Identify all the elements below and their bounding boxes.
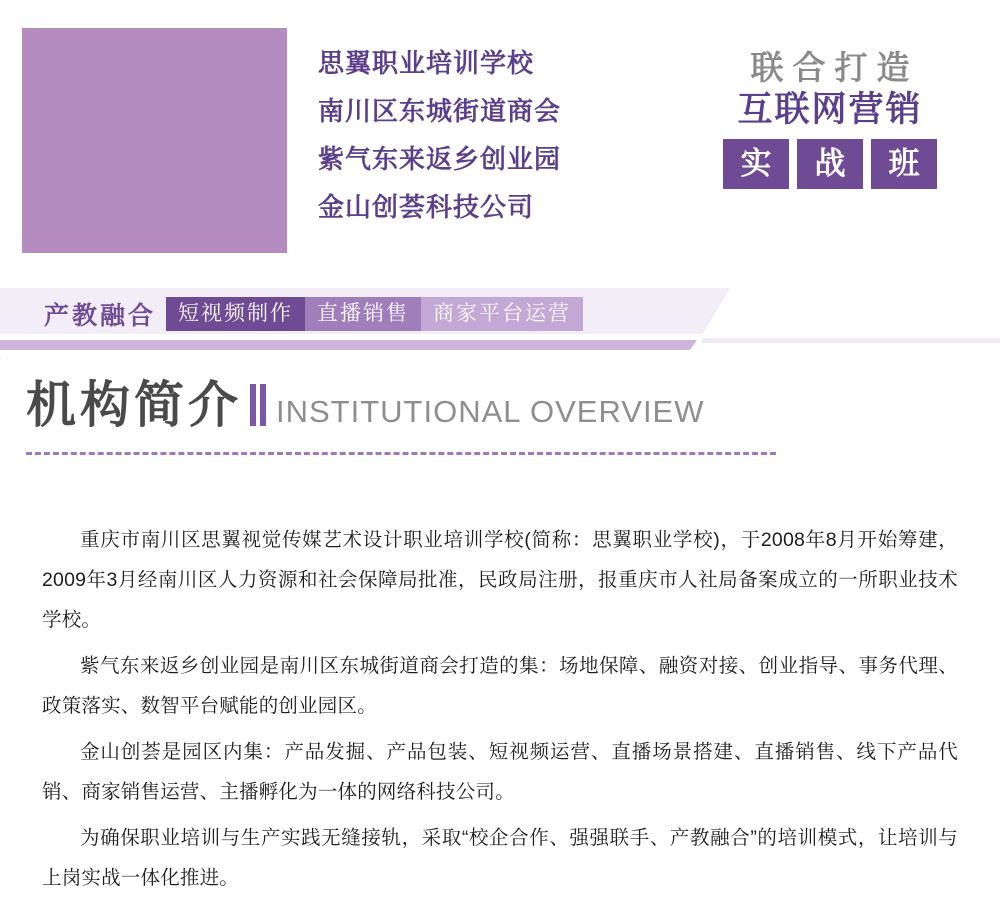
ribbon-content [44, 295, 583, 333]
poster-header [0, 0, 1000, 285]
headline-top: 联合打造 [750, 49, 919, 86]
section-title-cn: 机构简介 [26, 377, 242, 433]
dashed-divider [26, 452, 776, 455]
ribbon-banner [0, 288, 1000, 360]
headline-badge: 战 [797, 139, 863, 189]
ribbon-tag: 商家平台运营 [421, 297, 583, 331]
headline-block [680, 50, 980, 189]
ribbon-tag: 短视频制作 [166, 297, 305, 331]
overview-body [0, 520, 1000, 904]
paragraph: 为确保职业培训与生产实践无缝接轨，采取“校企合作、强强联手、产教融合”的培训模式，让培训与上岗实战一体化推进。 [42, 827, 958, 889]
paragraph: 紫气东来返乡创业园是南川区东城街道商会打造的集：场地保障、融资对接、创业指导、事务代理、政策落实、数智平台赋能的创业园区。 [42, 655, 958, 717]
paragraph: 重庆市南川区思翼视觉传媒艺术设计职业培训学校(简称：思翼职业学校)，于2008年8月开始筹建，2009年3月经南川区人力资源和社会保障局批准，民政局注册，报重庆市人社局备案成立的一所职业技术学校。 [42, 529, 958, 631]
section-title-row [0, 377, 1000, 433]
ribbon-title: 产教融合 [44, 302, 157, 330]
organization-name: 金山创荟科技公司 [318, 192, 535, 222]
section-heading [0, 377, 1000, 455]
headline-badge: 实 [723, 139, 789, 189]
headline-main: 互联网营销 [737, 90, 923, 130]
headline-badge: 班 [871, 139, 937, 189]
organization-list [318, 50, 648, 242]
organization-name: 南川区东城街道商会 [318, 96, 562, 126]
ribbon-tag: 直播销售 [305, 297, 421, 331]
paragraph: 金山创荟是园区内集：产品发掘、产品包装、短视频运营、直播场景搭建、直播销售、线下产品代销、商家销售运营、主播孵化为一体的网络科技公司。 [42, 741, 958, 803]
organization-name: 紫气东来返乡创业园 [318, 144, 562, 174]
headline-badges [680, 139, 980, 189]
decorative-purple-block [22, 28, 287, 253]
section-title-en: INSTITUTIONAL OVERVIEW [276, 394, 705, 429]
double-bar-icon [250, 384, 266, 426]
organization-name: 思翼职业培训学校 [318, 48, 535, 78]
